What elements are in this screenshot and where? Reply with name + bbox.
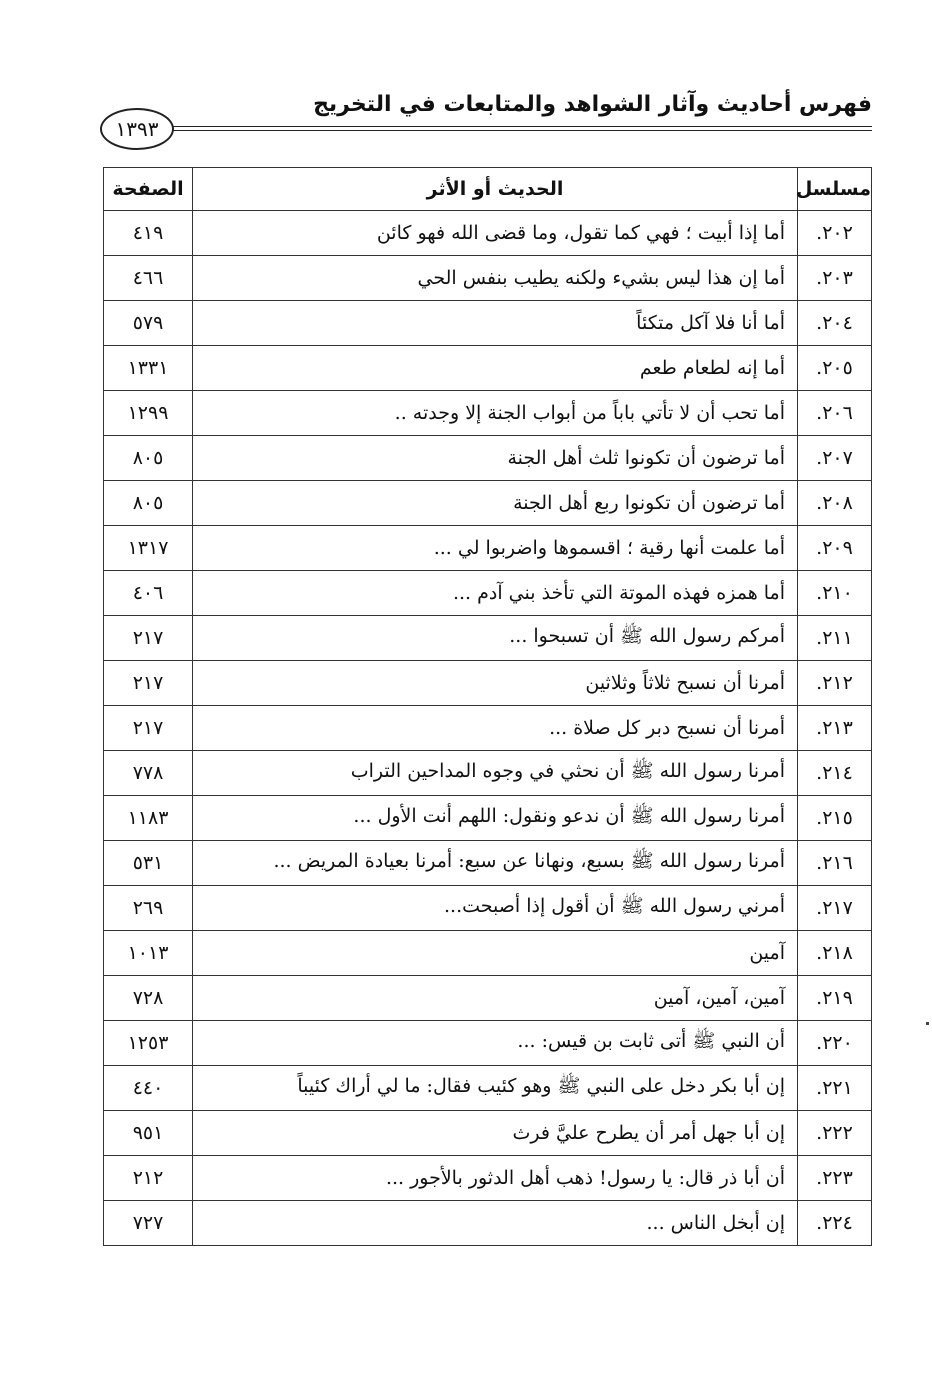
cell-text: أما أنا فلا آكل متكئاً (193, 301, 798, 346)
cell-serial: ٢١٧. (798, 886, 872, 931)
cell-page: ٤١٩ (104, 211, 193, 256)
table-row (104, 211, 872, 256)
table-row (104, 526, 872, 571)
cell-serial: ٢٢٤. (798, 1201, 872, 1246)
cell-serial: ٢١٩. (798, 976, 872, 1021)
cell-serial: ٢١٦. (798, 841, 872, 886)
cell-page: ٥٧٩ (104, 301, 193, 346)
cell-serial: ٢٠٤. (798, 301, 872, 346)
cell-serial: ٢٠٧. (798, 436, 872, 481)
cell-text: أما إن هذا ليس بشيء ولكنه يطيب بنفس الحي (193, 256, 798, 301)
cell-serial: ٢٢٢. (798, 1111, 872, 1156)
cell-text: أمركم رسول الله ﷺ أن تسبحوا ... (193, 616, 798, 661)
cell-page: ٥٣١ (104, 841, 193, 886)
table-row (104, 1066, 872, 1111)
cell-serial: ٢٠٢. (798, 211, 872, 256)
cell-text: أمرنا رسول الله ﷺ أن ندعو ونقول: اللهم أنت الأول ... (193, 796, 798, 841)
cell-text: إن أبا جهل أمر أن يطرح عليَّ فرث (193, 1111, 798, 1156)
table-row (104, 481, 872, 526)
cell-text: أما علمت أنها رقية ؛ اقسموها واضربوا لي ... (193, 526, 798, 571)
cell-serial: ٢١٠. (798, 571, 872, 616)
cell-page: ١٣٣١ (104, 346, 193, 391)
cell-serial: ٢٠٦. (798, 391, 872, 436)
table-row (104, 931, 872, 976)
column-header-page: الصفحة (104, 168, 193, 211)
table-row (104, 796, 872, 841)
cell-text: أما ترضون أن تكونوا ربع أهل الجنة (193, 481, 798, 526)
cell-text: أمرنا أن نسبح دبر كل صلاة ... (193, 706, 798, 751)
cell-serial: ٢٢٠. (798, 1021, 872, 1066)
cell-text: أمرنا رسول الله ﷺ أن نحثي في وجوه المداحين التراب (193, 751, 798, 796)
cell-page: ٧٢٧ (104, 1201, 193, 1246)
table-row (104, 616, 872, 661)
cell-page: ٨٠٥ (104, 436, 193, 481)
cell-page: ١٠١٣ (104, 931, 193, 976)
cell-page: ٢١٧ (104, 616, 193, 661)
header-rule (172, 130, 872, 131)
cell-text: أن أبا ذر قال: يا رسول! ذهب أهل الدثور بالأجور ... (193, 1156, 798, 1201)
cell-text: إن أبا بكر دخل على النبي ﷺ وهو كئيب فقال: ما لي أراك كئيباً (193, 1066, 798, 1111)
cell-serial: ٢٢١. (798, 1066, 872, 1111)
table-row (104, 346, 872, 391)
column-header-serial: مسلسل (798, 168, 872, 211)
cell-page: ٢٦٩ (104, 886, 193, 931)
table-row (104, 436, 872, 481)
cell-text: أما همزه فهذه الموتة التي تأخذ بني آدم ... (193, 571, 798, 616)
table-row (104, 706, 872, 751)
cell-text: أمرنا رسول الله ﷺ بسبع، ونهانا عن سبع: أمرنا بعيادة المريض ... (193, 841, 798, 886)
cell-text: إن أبخل الناس ... (193, 1201, 798, 1246)
cell-text: أما إذا أبيت ؛ فهي كما تقول، وما قضى الله فهو كائن (193, 211, 798, 256)
cell-page: ٢١٧ (104, 661, 193, 706)
cell-page: ١٣١٧ (104, 526, 193, 571)
cell-page: ١١٨٣ (104, 796, 193, 841)
page-header (100, 88, 872, 158)
cell-page: ١٢٩٩ (104, 391, 193, 436)
cell-serial: ٢٠٥. (798, 346, 872, 391)
cell-text: أن النبي ﷺ أتى ثابت بن قيس: ... (193, 1021, 798, 1066)
cell-text: أما ترضون أن تكونوا ثلث أهل الجنة (193, 436, 798, 481)
cell-text: أمرني رسول الله ﷺ أن أقول إذا أصبحت... (193, 886, 798, 931)
cell-serial: ٢١١. (798, 616, 872, 661)
table-row (104, 886, 872, 931)
cell-page: ٤٠٦ (104, 571, 193, 616)
cell-page: ٨٠٥ (104, 481, 193, 526)
table-row (104, 391, 872, 436)
table-row (104, 751, 872, 796)
cell-text: أما إنه لطعام طعم (193, 346, 798, 391)
cell-page: ٧٢٨ (104, 976, 193, 1021)
table-row (104, 301, 872, 346)
table-row (104, 1156, 872, 1201)
table-row (104, 841, 872, 886)
cell-page: ٤٤٠ (104, 1066, 193, 1111)
cell-serial: ٢٠٩. (798, 526, 872, 571)
cell-serial: ٢١٢. (798, 661, 872, 706)
cell-text: أمرنا أن نسبح ثلاثاً وثلاثين (193, 661, 798, 706)
header-rule (172, 126, 872, 127)
cell-serial: ٢١٣. (798, 706, 872, 751)
page-title: فهرس أحاديث وآثار الشواهد والمتابعات في التخريج (313, 92, 872, 117)
cell-text: آمين (193, 931, 798, 976)
cell-serial: ٢٠٣. (798, 256, 872, 301)
table-header-row (104, 168, 872, 211)
cell-serial: ٢١٥. (798, 796, 872, 841)
cell-page: ١٢٥٣ (104, 1021, 193, 1066)
table-row (104, 256, 872, 301)
cell-serial: ٢١٨. (798, 931, 872, 976)
scan-speck (926, 1022, 929, 1025)
cell-text: أما تحب أن لا تأتي باباً من أبواب الجنة إلا وجدته .. (193, 391, 798, 436)
table-row (104, 661, 872, 706)
table-row (104, 976, 872, 1021)
table-row (104, 1111, 872, 1156)
column-header-text: الحديث أو الأثر (193, 168, 798, 211)
table-row (104, 571, 872, 616)
cell-page: ٩٥١ (104, 1111, 193, 1156)
cell-serial: ٢٢٣. (798, 1156, 872, 1201)
cell-text: آمين، آمين، آمين (193, 976, 798, 1021)
page-number: ١٣٩٣ (100, 108, 174, 150)
table-row (104, 1201, 872, 1246)
cell-page: ٢١٧ (104, 706, 193, 751)
cell-page: ٧٧٨ (104, 751, 193, 796)
cell-serial: ٢١٤. (798, 751, 872, 796)
cell-serial: ٢٠٨. (798, 481, 872, 526)
cell-page: ٢١٢ (104, 1156, 193, 1201)
hadith-index-table (103, 167, 872, 1246)
cell-page: ٤٦٦ (104, 256, 193, 301)
table-row (104, 1021, 872, 1066)
